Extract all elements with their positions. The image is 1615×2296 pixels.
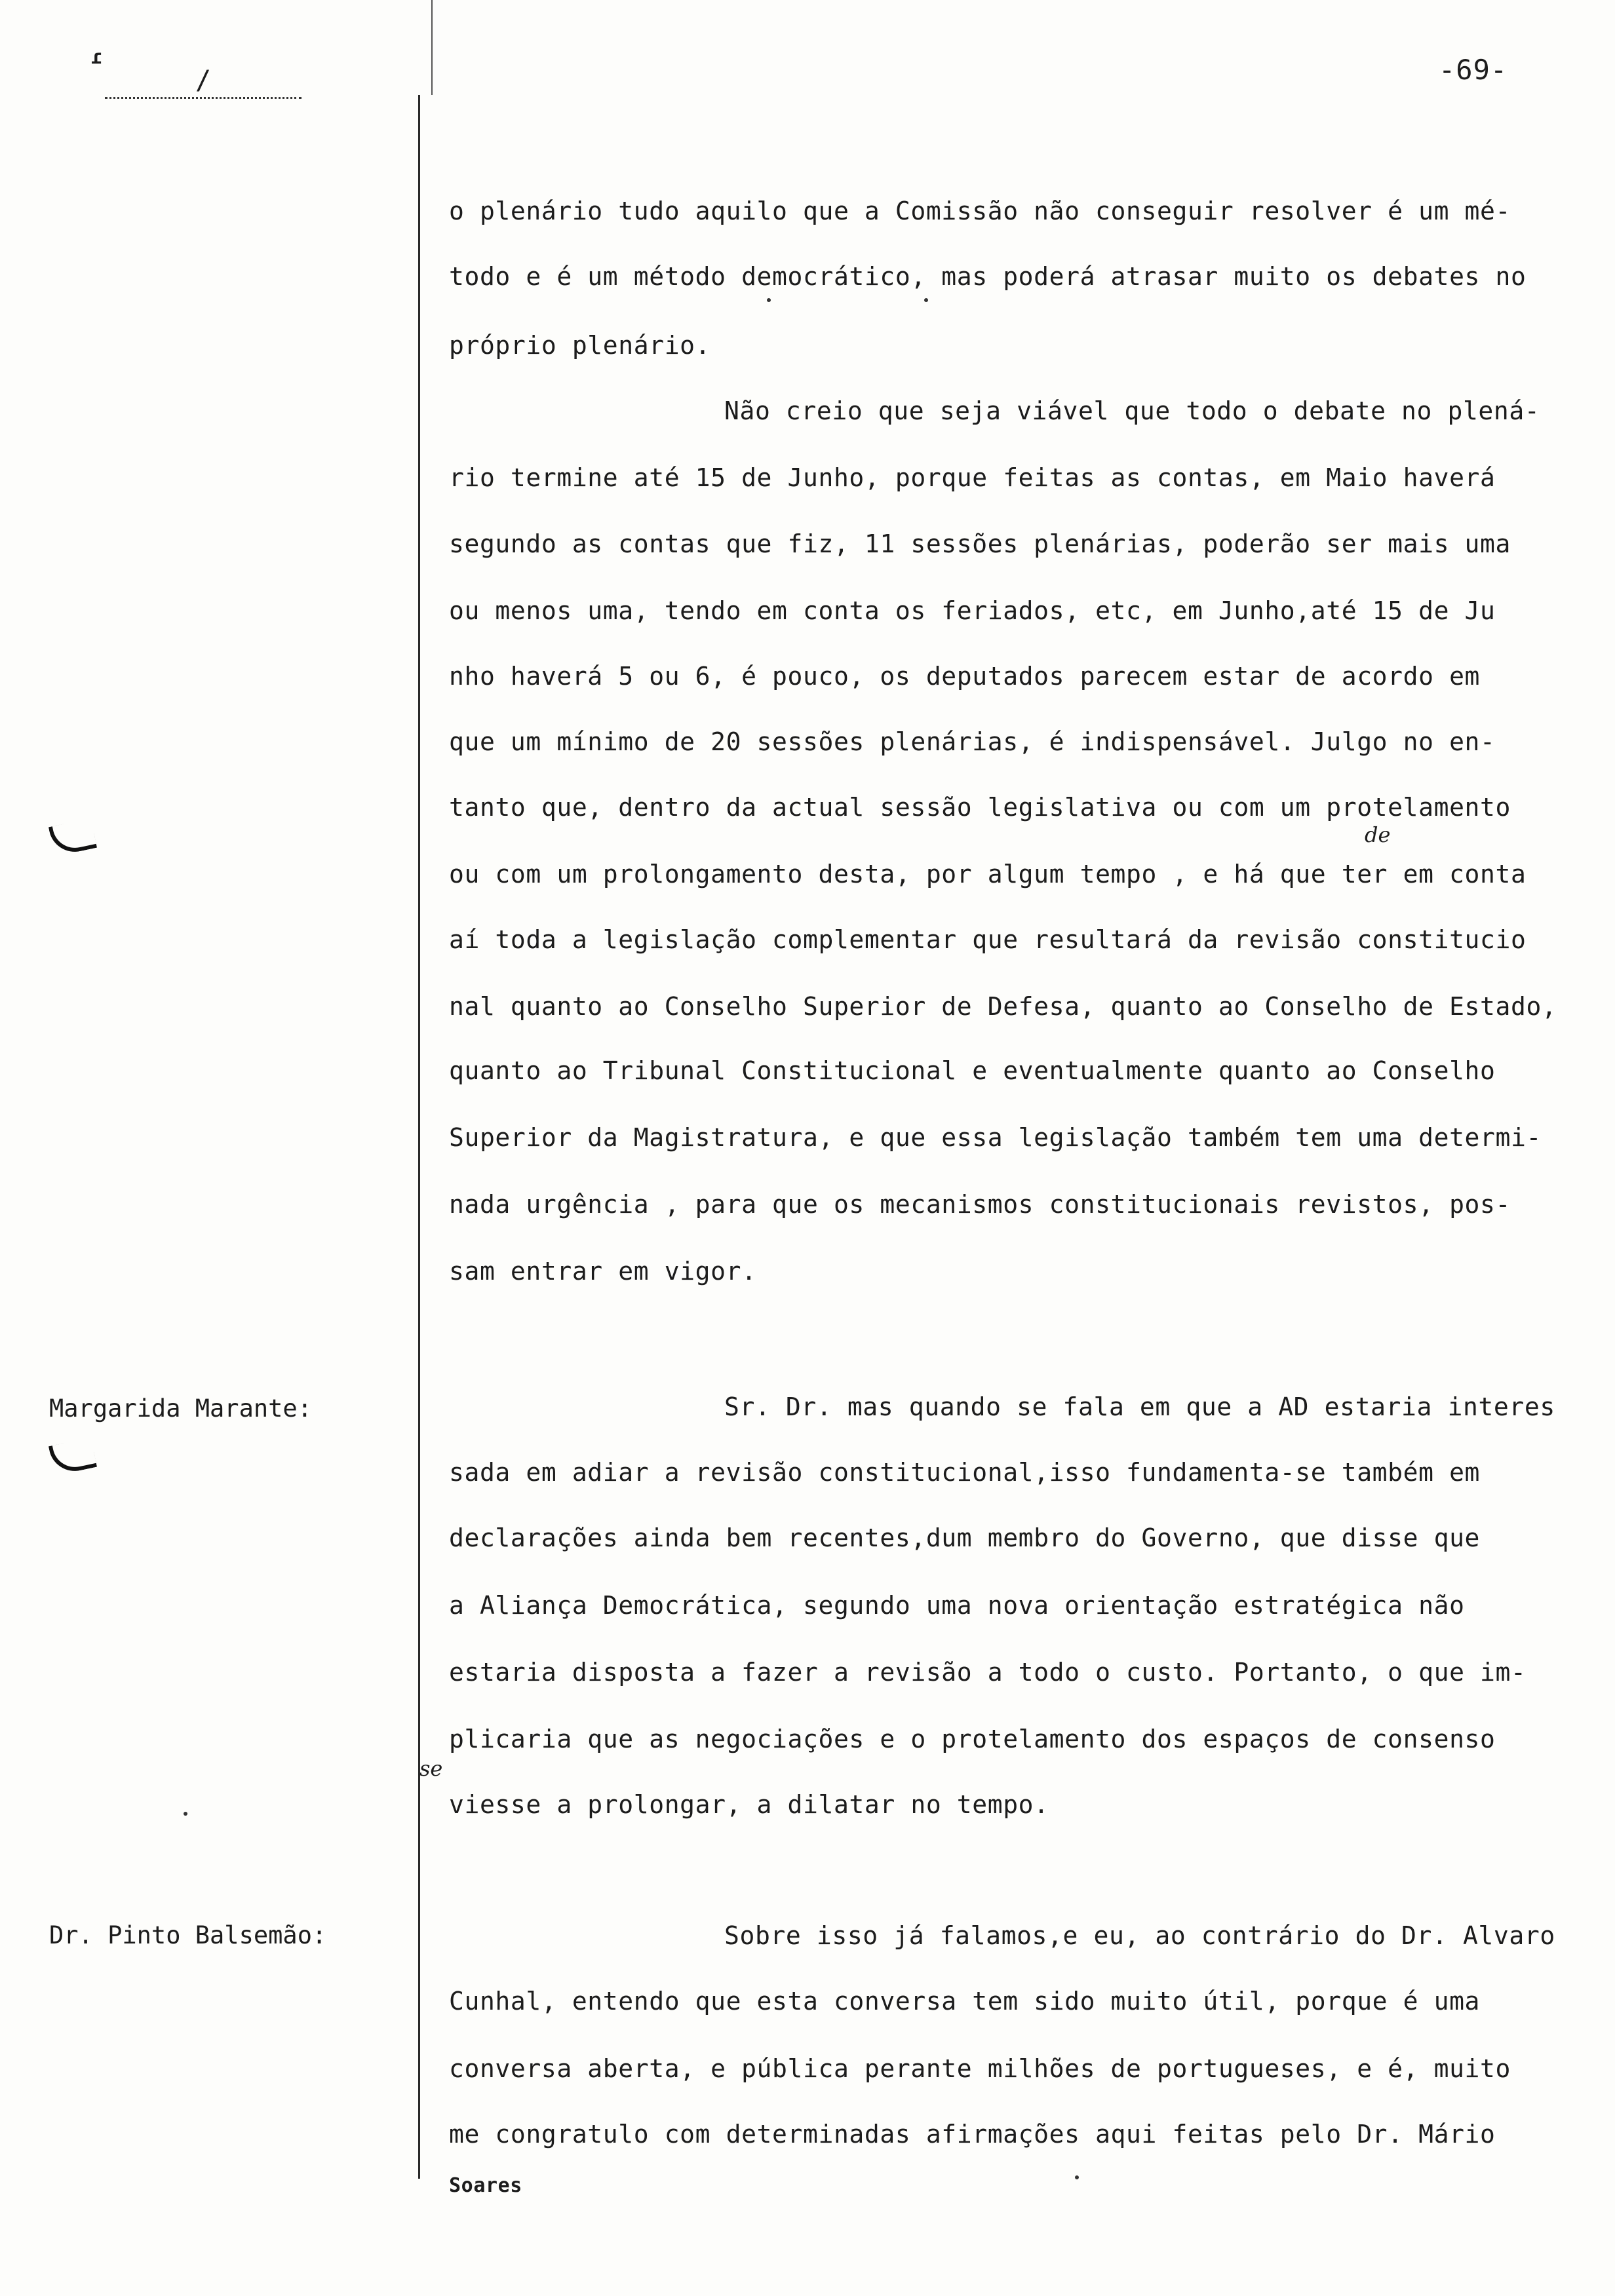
text-line: nada urgência , para que os mecanismos constitucionais revistos, pos- [449, 1190, 1511, 1219]
text-line: que um mínimo de 20 sessões plenárias, é indispensável. Julgo no en- [449, 727, 1496, 756]
handwritten-annotation: de [1365, 822, 1391, 847]
text-line: estaria disposta a fazer a revisão a todo o custo. Portanto, o que im- [449, 1658, 1527, 1687]
text-line: declarações ainda bem recentes,dum membro do Governo, que disse que [449, 1523, 1481, 1552]
speaker-label-margarida: Margarida Marante: [49, 1394, 312, 1423]
corner-mark: ɾ [90, 46, 103, 69]
text-line: segundo as contas que fiz, 11 sessões plenárias, poderão ser mais uma [449, 529, 1511, 558]
text-line: me congratulo com determinadas afirmações aqui feitas pelo Dr. Mário [449, 2120, 1496, 2149]
header-dotted-rule [105, 97, 302, 99]
margin-rule-top [431, 0, 433, 95]
speck [1075, 2175, 1079, 2179]
speck [184, 1812, 187, 1816]
text-line: viesse a prolongar, a dilatar no tempo. [449, 1790, 1049, 1819]
text-line: o plenário tudo aquilo que a Comissão não conseguir resolver é um mé- [449, 197, 1511, 225]
text-line: nal quanto ao Conselho Superior de Defesa, quanto ao Conselho de Estado, [449, 992, 1557, 1021]
speaker-label-balsemao: Dr. Pinto Balsemão: [49, 1921, 327, 1949]
text-line: ou menos uma, tendo em conta os feriados, etc, em Junho,até 15 de Ju [449, 596, 1496, 625]
text-line: plicaria que as negociações e o protelamento dos espaços de consenso [449, 1725, 1496, 1753]
text-line: sada em adiar a revisão constitucional,isso fundamenta-se também em [449, 1458, 1481, 1487]
text-line: Soares [449, 2174, 522, 2197]
text-line: próprio plenário. [449, 331, 711, 360]
text-line: nho haverá 5 ou 6, é pouco, os deputados parecem estar de acordo em [449, 662, 1481, 691]
text-line: sam entrar em vigor. [449, 1257, 757, 1286]
handwritten-annotation: se [419, 1756, 443, 1781]
margin-handwritten-mark [49, 1438, 97, 1476]
text-line: Cunhal, entendo que esta conversa tem sido muito útil, porque é uma [449, 1987, 1481, 2016]
text-line: conversa aberta, e pública perante milhões de portugueses, e é, muito [449, 2054, 1511, 2083]
text-line: a Aliança Democrática, segundo uma nova orientação estratégica não [449, 1591, 1465, 1620]
text-line: aí toda a legislação complementar que resultará da revisão constitucio [449, 925, 1527, 954]
text-line: Sr. Dr. mas quando se fala em que a AD estaria interes [724, 1392, 1555, 1421]
margin-rule [418, 95, 420, 2179]
text-line: todo e é um método democrático, mas poderá atrasar muito os debates no [449, 262, 1527, 291]
text-line: Não creio que seja viável que todo o debate no plená- [724, 396, 1540, 425]
text-line: ou com um prolongamento desta, por algum tempo , e há que ter em conta [449, 860, 1527, 889]
text-line: Superior da Magistratura, e que essa legislação também tem uma determi- [449, 1123, 1542, 1152]
speck [767, 298, 771, 302]
speck [924, 298, 928, 302]
text-line: Sobre isso já falamos,e eu, ao contrário do Dr. Alvaro [724, 1921, 1555, 1950]
text-line: rio termine até 15 de Junho, porque feitas as contas, em Maio haverá [449, 463, 1496, 492]
margin-handwritten-mark [49, 818, 97, 857]
text-line: quanto ao Tribunal Constitucional e eventualmente quanto ao Conselho [449, 1056, 1496, 1085]
header-slash: / [195, 66, 212, 96]
page-number: -69- [1439, 54, 1508, 86]
text-line: tanto que, dentro da actual sessão legislativa ou com um protelamento [449, 793, 1511, 822]
